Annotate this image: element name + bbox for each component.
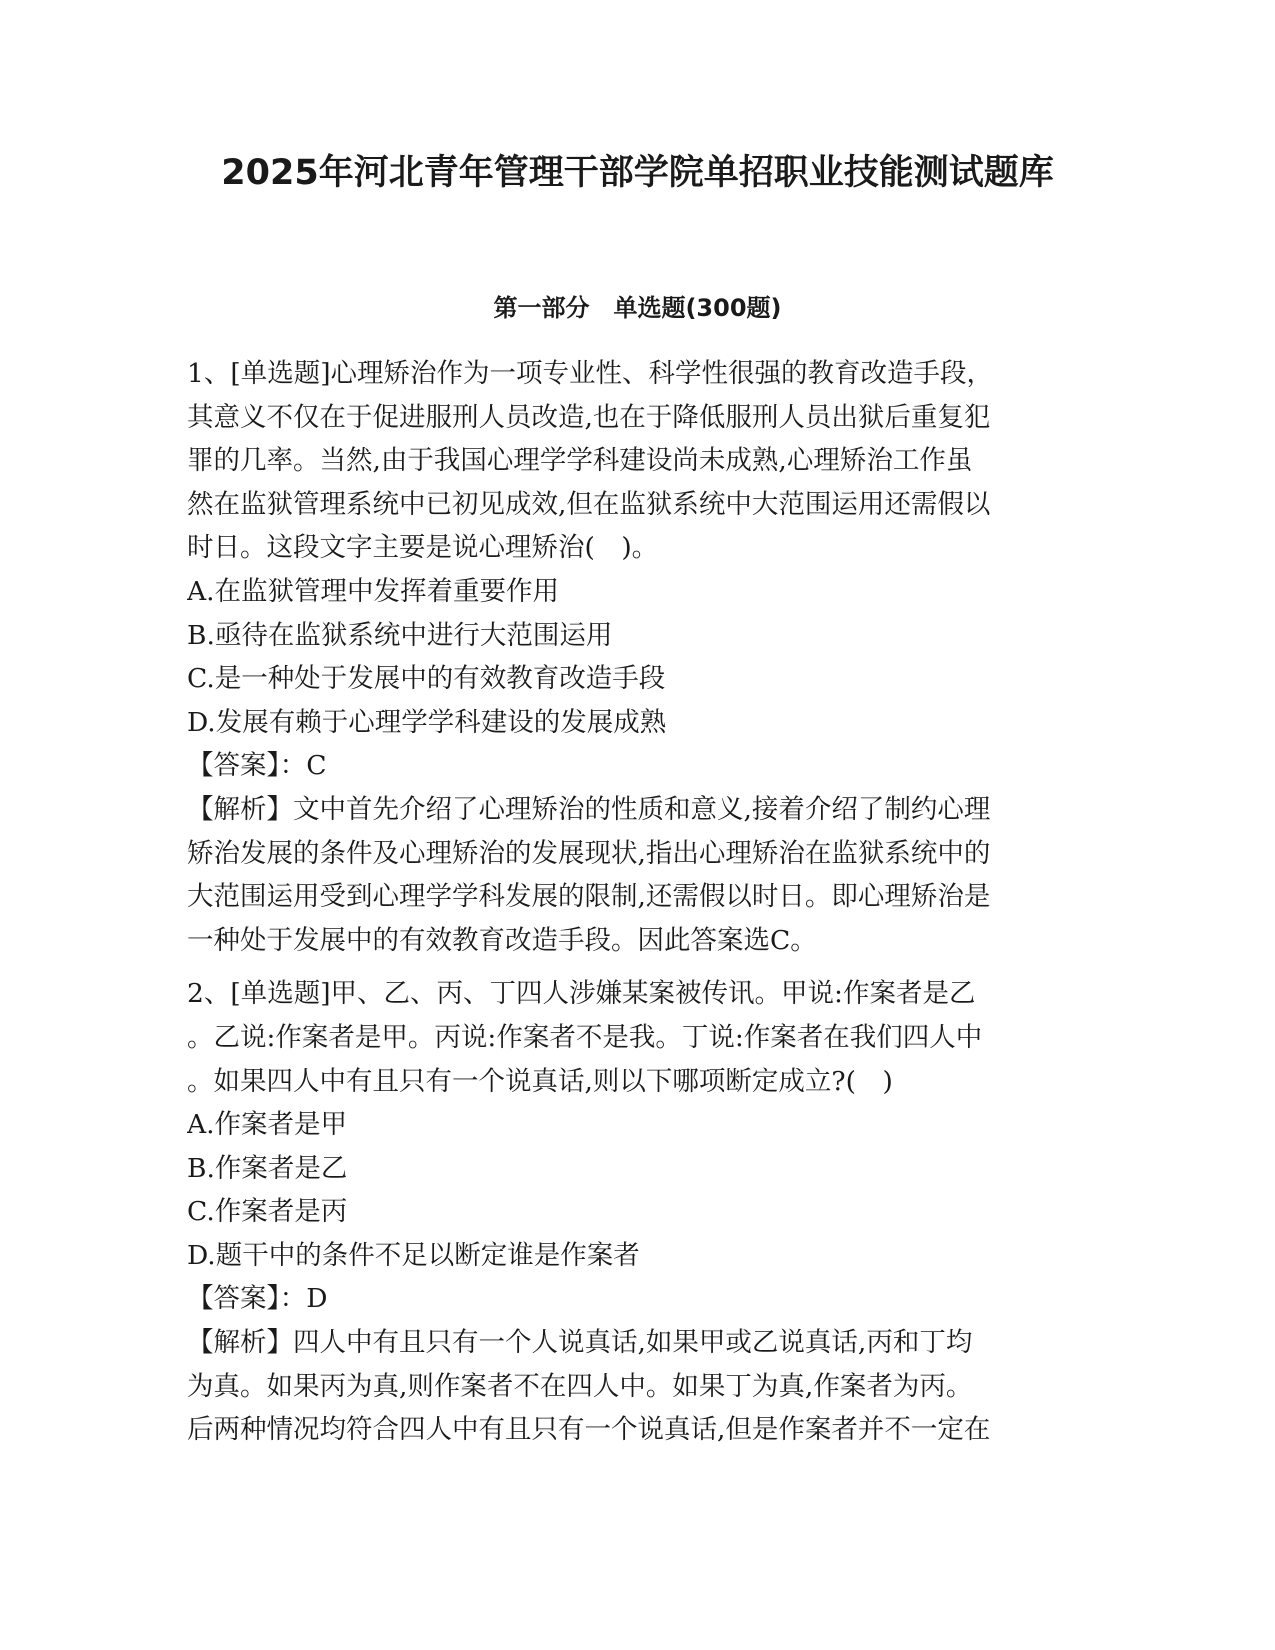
section-title: 第一部分 单选题(300题) — [493, 294, 782, 322]
answer-value: ：D — [279, 1283, 328, 1315]
answer-label: 【答案】 — [187, 750, 280, 782]
option-c: C.作案者是丙 — [187, 1196, 348, 1228]
answer-label: 【答案】 — [187, 1283, 280, 1315]
analysis-line: 大范围运用受到心理学学科发展的限制,还需假以时日。即心理矫治是 — [187, 881, 991, 913]
option-b: B.亟待在监狱系统中进行大范围运用 — [187, 619, 613, 651]
option-b: B.作案者是乙 — [187, 1152, 348, 1184]
question-stem-line: 罪的几率。当然,由于我国心理学学科建设尚未成熟,心理矫治工作虽 — [187, 445, 973, 477]
question-2 — [187, 972, 1072, 1452]
document-title: 2025年河北青年管理干部学院单招职业技能测试题库 — [221, 153, 1054, 193]
option-d: D.发展有赖于心理学学科建设的发展成熟 — [187, 706, 667, 738]
answer-line — [187, 744, 1072, 788]
analysis-line: 为真。如果丙为真,则作案者不在四人中。如果丁为真,作案者为丙。 — [187, 1370, 973, 1402]
analysis-line — [187, 788, 1072, 832]
analysis-text: 四人中有且只有一个人说真话,如果甲或乙说真话,丙和丁均 — [293, 1327, 973, 1359]
answer-value: ：C — [279, 750, 327, 782]
analysis-label: 【解析】 — [187, 793, 293, 825]
analysis-line: 后两种情况均符合四人中有且只有一个说真话,但是作案者并不一定在 — [187, 1414, 991, 1446]
question-stem-line: 时日。这段文字主要是说心理矫治( )。 — [187, 532, 659, 564]
analysis-label: 【解析】 — [187, 1327, 293, 1359]
option-c: C.是一种处于发展中的有效教育改造手段 — [187, 663, 666, 695]
analysis-line: 矫治发展的条件及心理矫治的发展现状,指出心理矫治在监狱系统中的 — [187, 837, 991, 869]
question-list — [187, 352, 1072, 1462]
question-stem-line: 。乙说:作案者是甲。丙说:作案者不是我。丁说:作案者在我们四人中 — [187, 1021, 983, 1053]
option-a: A.作案者是甲 — [187, 1109, 348, 1141]
question-stem-line: 其意义不仅在于促进服刑人员改造,也在于降低服刑人员出狱后重复犯 — [187, 401, 991, 433]
option-a: A.在监狱管理中发挥着重要作用 — [187, 575, 560, 607]
analysis-text: 文中首先介绍了心理矫治的性质和意义,接着介绍了制约心理 — [293, 793, 991, 825]
question-stem-line: 。如果四人中有且只有一个说真话,则以下哪项断定成立?( ) — [187, 1065, 893, 1097]
analysis-line: 一种处于发展中的有效教育改造手段。因此答案选C。 — [187, 924, 817, 956]
option-d: D.题干中的条件不足以断定谁是作案者 — [187, 1239, 640, 1271]
question-stem-line: 2、[单选题]甲、乙、丙、丁四人涉嫌某案被传讯。甲说:作案者是乙 — [187, 978, 976, 1010]
question-stem-line: 然在监狱管理系统中已初见成效,但在监狱系统中大范围运用还需假以 — [187, 488, 991, 520]
answer-line — [187, 1277, 1072, 1321]
question-1 — [187, 352, 1072, 962]
analysis-line — [187, 1321, 1072, 1365]
question-stem-line: 1、[单选题]心理矫治作为一项专业性、科学性很强的教育改造手段， — [187, 358, 994, 389]
